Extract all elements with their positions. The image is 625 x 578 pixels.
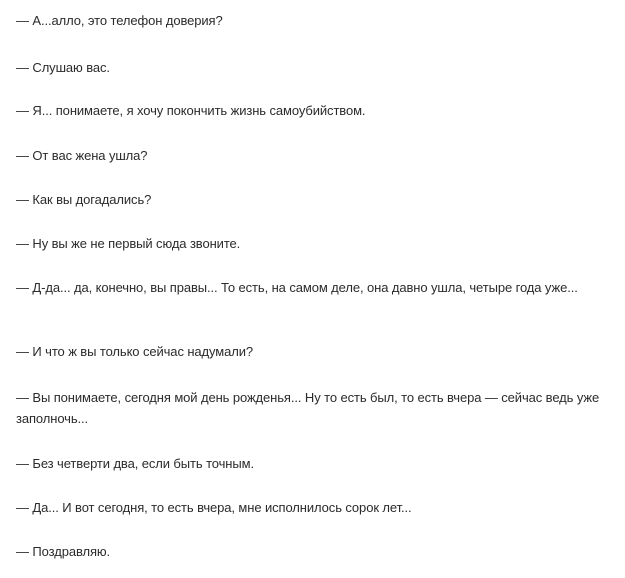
dialogue-line: — Ну вы же не первый сюда звоните. — [16, 236, 241, 251]
dialogue-line: — Да... И вот сегодня, то есть вчера, мне исполнилось сорок лет... — [16, 500, 412, 515]
dialogue-line: — Без четверти два, если быть точным. — [16, 456, 254, 471]
dialogue-line: — Вы понимаете, сегодня мой день рожденья... Ну то есть был, то есть вчера — сейчас ведь уже заполночь... — [16, 390, 600, 426]
dialogue-line: — Как вы догадались? — [16, 192, 152, 207]
dialogue-line: — Поздравляю. — [16, 544, 111, 559]
dialogue-line: — И что ж вы только сейчас надумали? — [16, 344, 254, 359]
dialogue-line: — Я... понимаете, я хочу покончить жизнь самоубийством. — [16, 103, 366, 118]
dialogue-line: — Д-да... да, конечно, вы правы... То есть, на самом деле, она давно ушла, четыре года уже... — [16, 280, 578, 295]
dialogue-line: — А...алло, это телефон доверия? — [16, 13, 223, 28]
dialogue-line: — От вас жена ушла? — [16, 148, 148, 163]
dialogue-line: — Слушаю вас. — [16, 60, 110, 75]
